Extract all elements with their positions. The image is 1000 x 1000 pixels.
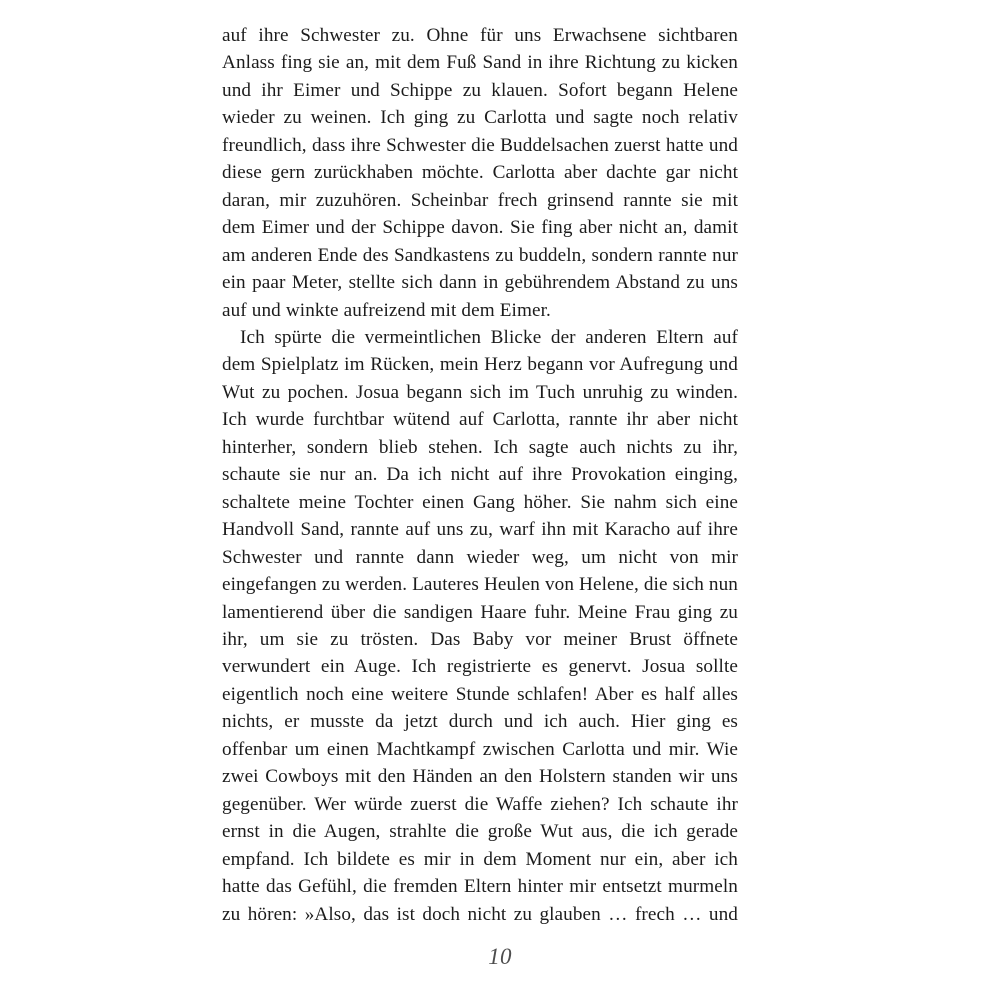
paragraph-continuation: auf ihre Schwester zu. Ohne für uns Erwachsene sichtbaren Anlass fing sie an, mit dem Fuß Sand in ihre Richtung zu kicken und ihr Eimer und Schippe zu klauen. Sofort begann Helene wieder zu weinen. Ich ging zu Carlotta und sagte noch relativ freundlich, dass ihre Schwester die Buddelsachen zuerst hatte und diese gern zurückhaben möchte. Carlotta aber dachte gar nicht daran, mir zuzuhören. Scheinbar frech grinsend rannte sie mit dem Eimer und der Schippe davon. Sie fing aber nicht an, damit am anderen Ende des Sandkastens zu buddeln, sondern rannte nur ein paar Meter, stellte sich dann in gebührendem Abstand zu uns auf und winkte aufreizend mit dem Eimer.	[222, 25, 738, 321]
page-number: 10	[488, 944, 512, 969]
paragraph-second: Ich spürte die vermeintlichen Blicke der anderen Eltern auf dem Spielplatz im Rücken, mein Herz begann vor Aufregung und Wut zu pochen. Josua begann sich im Tuch unruhig zu winden. Ich wurde furchtbar wütend auf Carlotta, rannte ihr aber nicht hinterher, sondern blieb stehen. Ich sagte auch nichts zu ihr, schaute sie nur an. Da ich nicht auf ihre Provokation einging, schaltete meine Tochter einen Gang höher. Sie nahm sich eine Handvoll Sand, rannte auf uns zu, warf ihn mit Karacho auf ihre Schwester und rannte dann wieder weg, um nicht von mir eingefangen zu werden. Lauteres Heulen von Helene, die sich nun lamentierend über die sandigen Haare fuhr. Meine Frau ging zu ihr, um sie zu trösten. Das Baby vor meiner Brust öffnete verwundert ein Auge. Ich registrierte es genervt. Josua sollte eigentlich noch eine weitere Stunde schlafen! Aber es half alles nichts, er musste da jetzt durch und ich auch. Hier ging es offenbar um einen Machtkampf zwischen Carlotta und mir. Wie zwei Cowboys mit den Händen an den Holstern standen wir uns gegenüber. Wer würde zuerst die Waffe ziehen? Ich schaute ihr ernst in die Augen, strahlte die große Wut aus, die ich gerade empfand. Ich bildete es mir in dem Moment nur ein, aber ich hatte das Gefühl, die fremden Eltern hinter mir entsetzt murmeln zu hören: »Also, das ist doch nicht zu glauben … frech … und	[222, 326, 738, 925]
text-column	[222, 22, 738, 955]
